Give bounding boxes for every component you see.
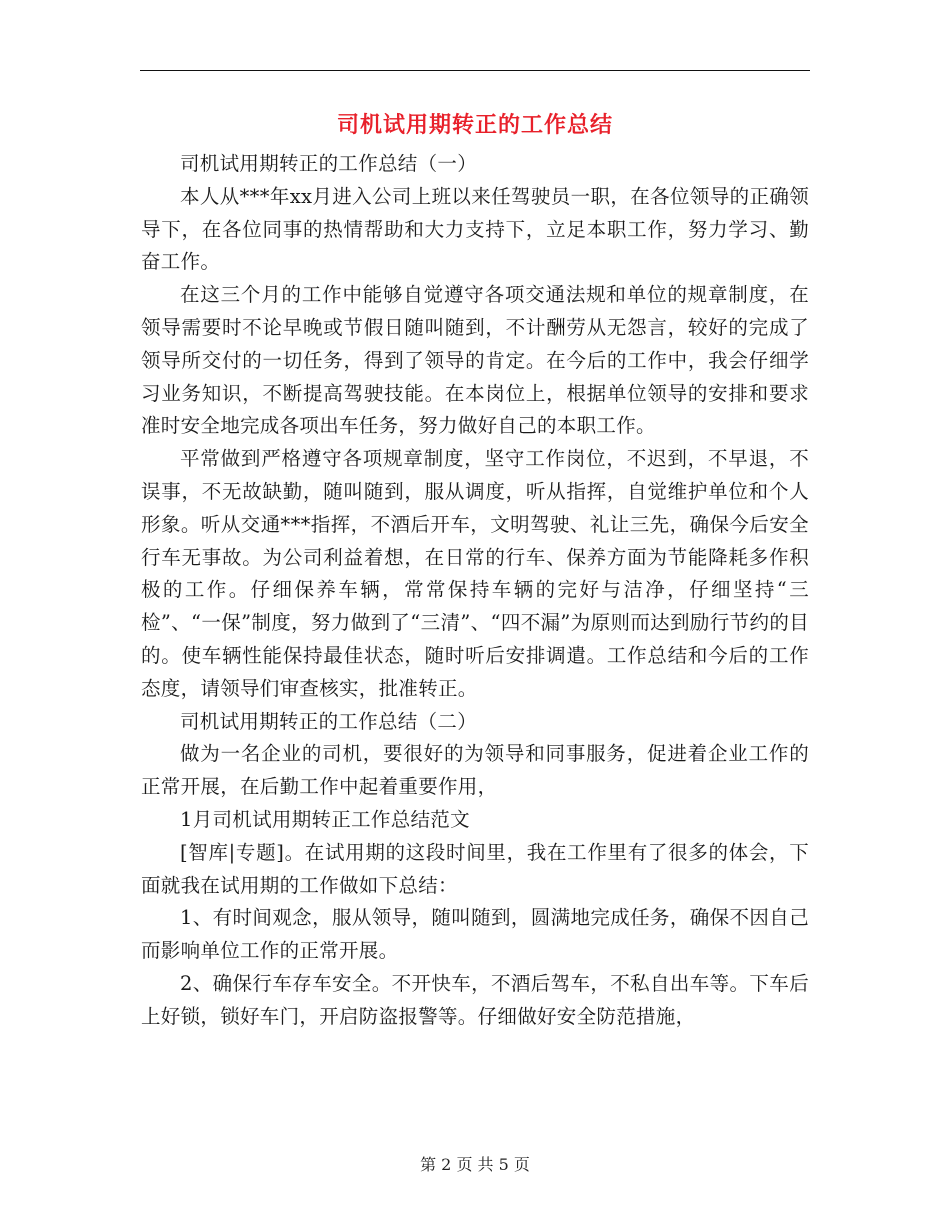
subheading: 1月司机试用期转正工作总结范文 [180,807,470,831]
paragraph: [智库|专题]。在试用期的这段时间里，我在工作里有了很多的体会，下面就我在试用期的工作做如下总结： [141,840,809,897]
paragraph: 做为一名企业的司机，要很好的为领导和同事服务，促进着企业工作的正常开展，在后勤工作中起着重要作用， [141,742,809,799]
paragraph: 本人从***年xx月进入公司上班以来任驾驶员一职，在各位领导的正确领导下，在各位同事的热情帮助和大力支持下，立足本职工作，努力学习、勤奋工作。 [141,184,809,274]
paragraph: 平常做到严格遵守各项规章制度，坚守工作岗位，不迟到，不早退，不误事，不无故缺勤，随叫随到，服从调度，听从指挥，自觉维护单位和个人形象。听从交通***指挥，不酒后开车，文明驾驶、礼让三先，确保今后安全行车无事故。为公司利益着想，在日常的行车、保养方面为节能降耗多作积极的工作。仔细保养车辆，常常保持车辆的完好与洁净，仔细坚持“三检”、“一保”制度，努力做到了“三清”、“四不漏”为原则而达到励行节约的目的。使车辆性能保持最佳状态，随时听后安排调遣。工作总结和今后的工作态度，请领导们审查核实，批准转正。 [141,447,809,700]
page-number-footer: 第 2 页 共 5 页 [420,1155,530,1174]
list-item: 2、确保行车存车安全。不开快车，不酒后驾车，不私自出车等。下车后上好锁，锁好车门，开启防盗报警等。仔细做好安全防范措施， [141,971,809,1028]
document-title: 司机试用期转正的工作总结 [336,112,613,138]
header-rule [140,70,810,71]
section-heading-2: 司机试用期转正的工作总结（二） [180,709,478,733]
paragraph: 在这三个月的工作中能够自觉遵守各项交通法规和单位的规章制度，在领导需要时不论早晚或节假日随叫随到，不计酬劳从无怨言，较好的完成了领导所交付的一切任务，得到了领导的肯定。在今后的工作中，我会仔细学习业务知识，不断提高驾驶技能。在本岗位上，根据单位领导的安排和要求准时安全地完成各项出车任务，努力做好自己的本职工作。 [141,283,809,438]
document-body [141,148,809,1034]
list-item: 1、有时间观念，服从领导，随叫随到，圆满地完成任务，确保不因自己而影响单位工作的正常开展。 [141,906,809,963]
section-heading-1: 司机试用期转正的工作总结（一） [180,152,478,175]
